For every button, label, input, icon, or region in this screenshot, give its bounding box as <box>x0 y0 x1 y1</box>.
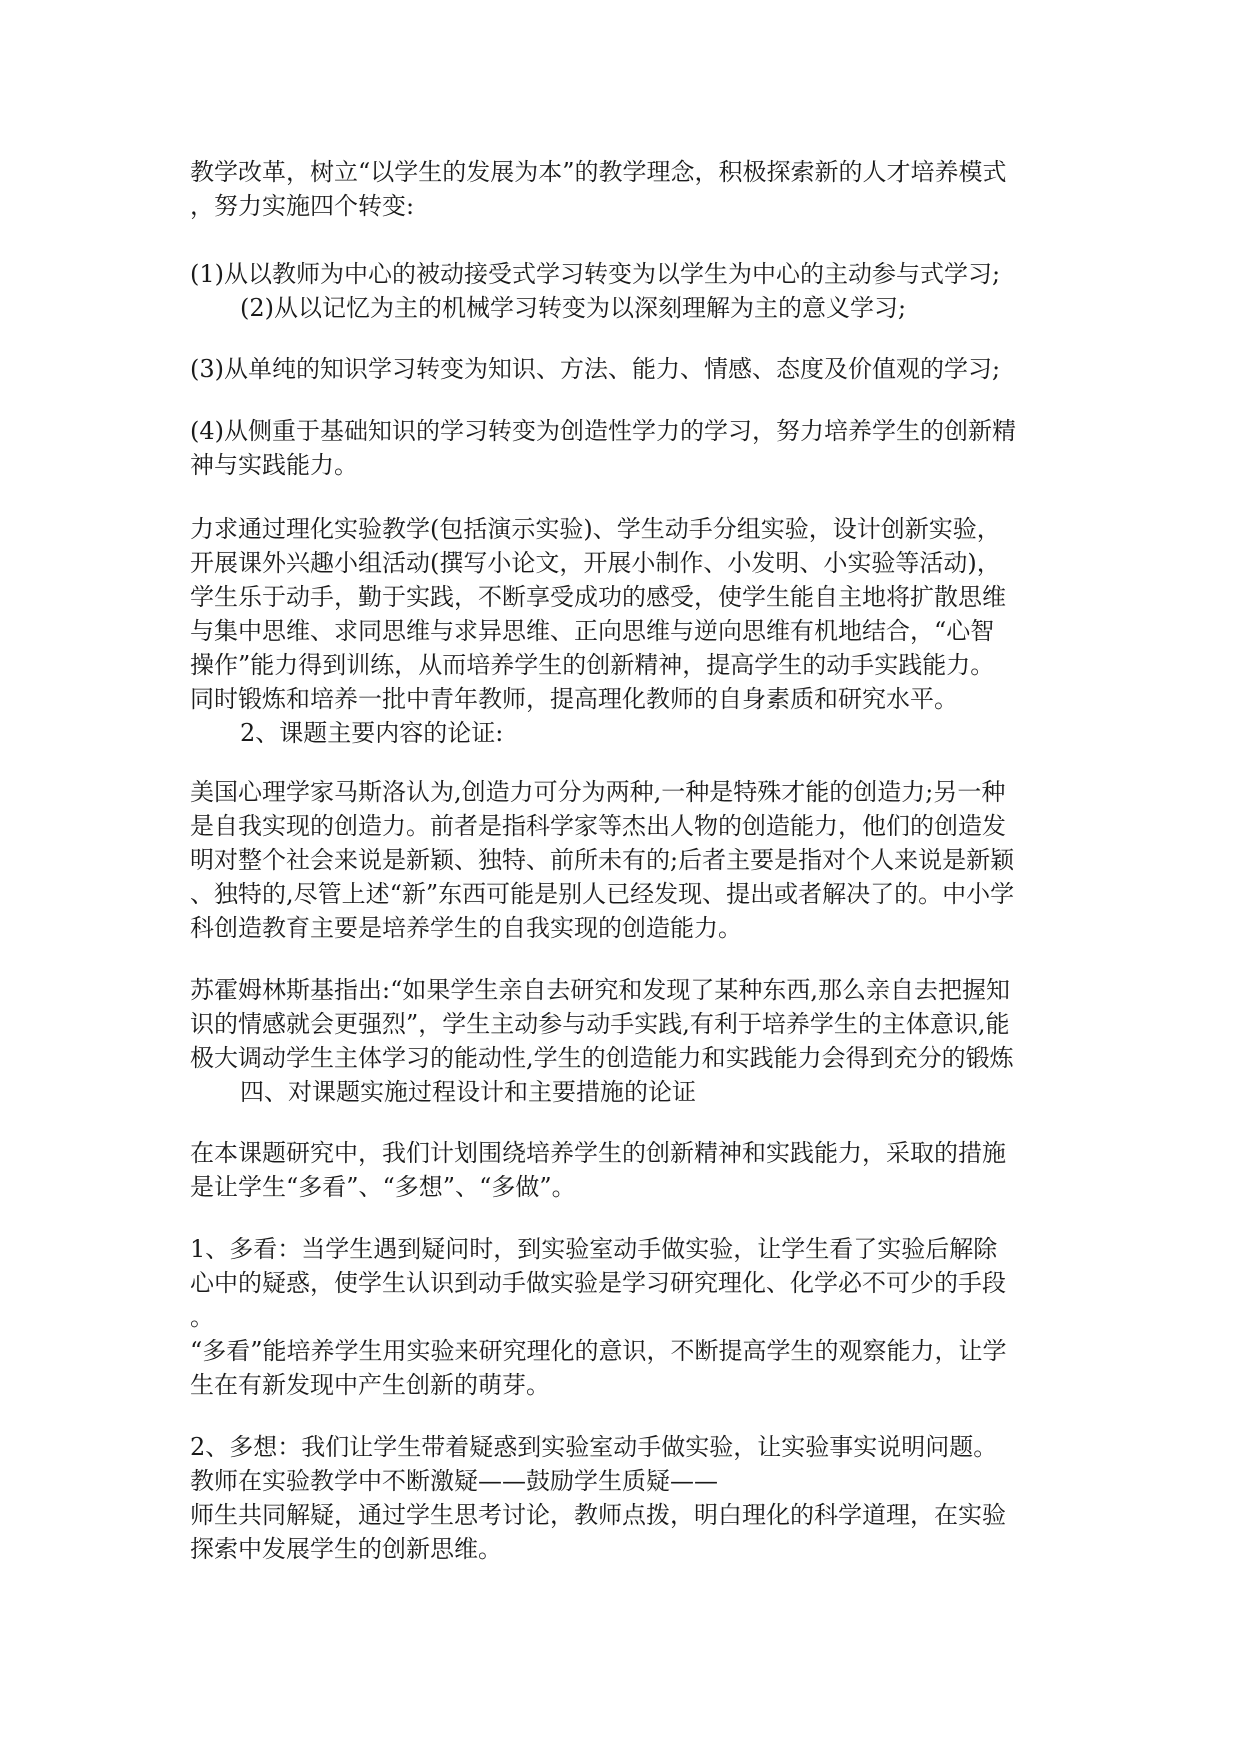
text-line: 力求通过理化实验教学(包括演示实验)、学生动手分组实验，设计创新实验， <box>190 515 1001 543</box>
text-line: “多看”能培养学生用实验来研究理化的意识，不断提高学生的观察能力，让学 <box>190 1337 1007 1365</box>
text-line: (2)从以记忆为主的机械学习转变为以深刻理解为主的意义学习; <box>240 294 907 322</box>
text-line: 、独特的,尽管上述“新”东西可能是别人已经发现、提出或者解决了的。中小学 <box>190 880 1015 908</box>
text-line: 探索中发展学生的创新思维。 <box>190 1535 502 1563</box>
text-line: (3)从单纯的知识学习转变为知识、方法、能力、情感、态度及价值观的学习; <box>190 355 1001 383</box>
text-line: 1、多看：当学生遇到疑问时，到实验室动手做实验，让学生看了实验后解除 <box>190 1235 998 1263</box>
text-line: 生在有新发现中产生创新的萌芽。 <box>190 1371 550 1399</box>
text-line: (4)从侧重于基础知识的学习转变为创造性学力的学习，努力培养学生的创新精 <box>190 417 1016 445</box>
text-line: 识的情感就会更强烈”，学生主动参与动手实践,有利于培养学生的主体意识,能 <box>190 1010 1010 1038</box>
text-line: 美国心理学家马斯洛认为,创造力可分为两种,一种是特殊才能的创造力;另一种 <box>190 778 1006 806</box>
text-line: 操作”能力得到训练，从而培养学生的创新精神，提高学生的动手实践能力。 <box>190 651 995 679</box>
section-heading: 四、对课题实施过程设计和主要措施的论证 <box>240 1078 696 1106</box>
text-line: 教学改革，树立“以学生的发展为本”的教学理念，积极探索新的人才培养模式 <box>190 158 1007 186</box>
text-line: 极大调动学生主体学习的能动性,学生的创造能力和实践能力会得到充分的锻炼 <box>190 1044 1014 1072</box>
text-line: 在本课题研究中，我们计划围绕培养学生的创新精神和实践能力，采取的措施 <box>190 1139 1006 1167</box>
text-line: 神与实践能力。 <box>190 451 358 479</box>
text-line: 2、多想：我们让学生带着疑惑到实验室动手做实验，让实验事实说明问题。 <box>190 1433 998 1461</box>
text-line: 师生共同解疑，通过学生思考讨论，教师点拨，明白理化的科学道理，在实验 <box>190 1501 1006 1529</box>
text-line: 教师在实验教学中不断激疑——鼓励学生质疑—— <box>190 1467 718 1495</box>
text-line: 开展课外兴趣小组活动(撰写小论文，开展小制作、小发明、小实验等活动)， <box>190 549 1001 577</box>
text-line: 是让学生“多看”、“多想”、“多做”。 <box>190 1173 576 1201</box>
text-line: 明对整个社会来说是新颖、独特、前所未有的;后者主要是指对个人来说是新颖 <box>190 846 1015 874</box>
text-line: 科创造教育主要是培养学生的自我实现的创造能力。 <box>190 914 742 942</box>
section-heading: 2、课题主要内容的论证: <box>240 719 504 747</box>
text-line: 。 <box>190 1303 214 1331</box>
text-line: ，努力实施四个转变: <box>190 192 415 220</box>
text-line: 同时锻炼和培养一批中青年教师，提高理化教师的自身素质和研究水平。 <box>190 685 958 713</box>
text-line: 苏霍姆林斯基指出:“如果学生亲自去研究和发现了某种东西,那么亲自去把握知 <box>190 976 1010 1004</box>
text-line: 与集中思维、求同思维与求异思维、正向思维与逆向思维有机地结合，“心智 <box>190 617 995 645</box>
text-line: (1)从以教师为中心的被动接受式学习转变为以学生为中心的主动参与式学习; <box>190 260 1001 288</box>
text-line: 学生乐于动手，勤于实践，不断享受成功的感受，使学生能自主地将扩散思维 <box>190 583 1006 611</box>
text-line: 心中的疑惑，使学生认识到动手做实验是学习研究理化、化学必不可少的手段 <box>190 1269 1006 1297</box>
text-line: 是自我实现的创造力。前者是指科学家等杰出人物的创造能力，他们的创造发 <box>190 812 1006 840</box>
